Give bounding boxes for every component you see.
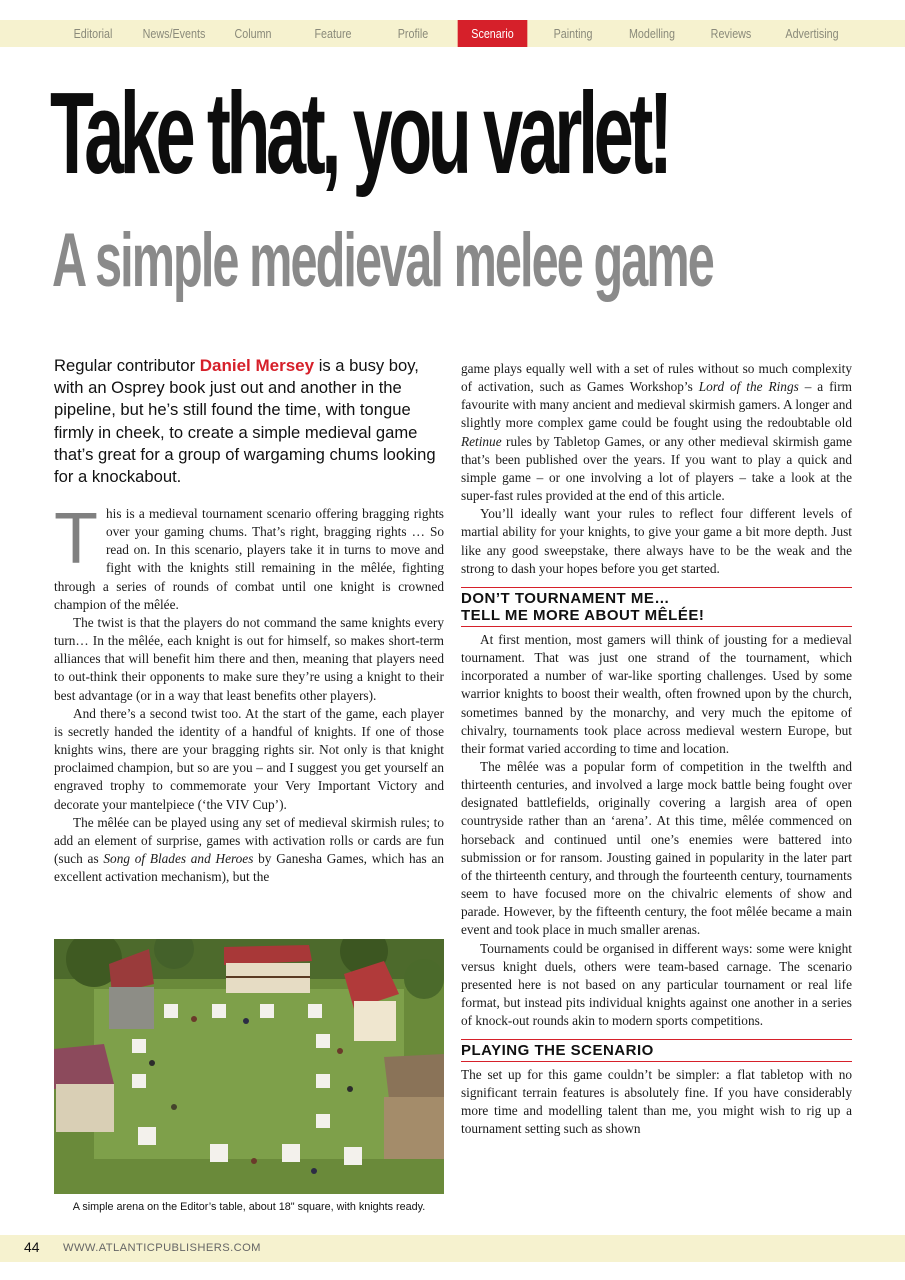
paragraph-text: rules by Tabletop Games, or any other medieval skirmish game that’s been published over the years. If you want to play a quick and simple game – or one involving a lot of players – take a look at the super-fast rules provided at the end of this article.: [461, 433, 852, 504]
nav-item-advertising[interactable]: Advertising: [785, 27, 839, 41]
body-paragraph: At first mention, most gamers will think of jousting for a medieval tournament. That was just one strand of the tournament, which incorporated a number of war-like sporting challenges. Used by some warrior knights to boost their wealth, often frowned upon by the church, sometimes banned by the monarchy, and very much the epitome of chivalry, tournaments took place across medieval western Europe, but their format varied according to time and location.: [461, 631, 852, 756]
body-column-right: [461, 360, 852, 1138]
body-paragraph: The set up for this game couldn’t be simpler: a flat tabletop with no significant terrain features is absolutely fine. If you have considerably more time and modelling talent than me, you might wish to rig up a tournament setting such as shown: [461, 1066, 852, 1137]
body-paragraph: Tournaments could be organised in different ways: some were knight versus knight duels, others were team-based carnage. The scenario presented here is not based on any particular tournament or real life format, but instead pits individual knights against one another in a series of knock-out rounds akin to modern sports competitions.: [461, 940, 852, 1029]
body-paragraph: [54, 814, 444, 887]
nav-item-news-events[interactable]: News/Events: [142, 27, 206, 41]
section-heading-melee: [461, 587, 852, 627]
body-paragraph: You’ll ideally want your rules to reflect four different levels of martial ability for your knights, to give your game a bit more depth. Just like any good sweepstake, there always have to be the weak and the strong to dash your hopes before you get started.: [461, 506, 852, 576]
website-link[interactable]: WWW.ATLANTICPUBLISHERS.COM: [63, 1242, 261, 1254]
nav-item-reviews[interactable]: Reviews: [710, 27, 752, 41]
arena-photo: [54, 939, 444, 1194]
paragraph-text: – a firm favourite with many ancient and medieval skirmish gamers. A longer and slightly more complex game could be fought using the redoubtable old: [461, 379, 852, 431]
game-title: Retinue: [461, 433, 502, 449]
body-paragraph: [461, 360, 852, 505]
intro-text-end: is a busy boy, with an Osprey book just out and another in the pipeline, but he’s still found the time, with tongue firmly in cheek, to create a simple medieval game that’s great for a group of wargaming chums looking for a knockabout.: [54, 356, 436, 487]
body-paragraph: And there’s a second twist too. At the start of the game, each player is secretly handed the identity of a handful of knights. If one of those knights wins, there are your bragging rights sir. Not only is that knight proclaimed champion, but so are you – and I suggest you get yourself an engraved trophy to commemorate your Very Important Victory and decorate your mantelpiece (‘the VIV Cup’).: [54, 705, 444, 812]
body-column-left: [54, 499, 445, 886]
paragraph-text: by Ganesha Games, which has an excellent activation mechanism), but the: [54, 850, 445, 885]
intro-text-start: Regular contributor: [54, 356, 200, 375]
page-footer: [0, 1235, 905, 1262]
page-number: 44: [24, 1239, 40, 1255]
paragraph-text: game plays equally well with a set of rules without so much complexity of activation, such as Games Workshop’s: [461, 361, 852, 395]
section-heading-playing: PLAYING THE SCENARIO: [461, 1039, 852, 1062]
intro-paragraph: [54, 355, 446, 488]
article-title: Take that, you varlet!: [50, 68, 669, 198]
nav-item-editorial[interactable]: Editorial: [73, 27, 113, 41]
nav-item-column[interactable]: Column: [234, 27, 272, 41]
body-paragraph: The twist is that the players do not command the same knights every turn… In the mêlée, each knight is out for himself, so makes short-term alliances that will benefit him there and then, meaning that players need to out-think their opponents to make sure they’re using a knight to their best advantage (or in a way that least benefits other players).: [54, 614, 444, 703]
article-subtitle: A simple medieval melee game: [52, 218, 713, 303]
section-nav: [0, 20, 905, 47]
body-paragraph: The mêlée was a popular form of competition in the twelfth and thirteenth centuries, and involved a large mock battle being fought over designated battlefields, originally covering a largish area of open countryside rather than an ‘arena’. At this time, mêlée commenced on horseback and continued until one’s enemies were battered into submission or for ransom. Jousting gained in popularity in the later part of the thirteenth century, and through the fourteenth century, tournaments seem to have focused more on the chivalric elements of show and parade. However, by the fifteenth century, the foot mêlée became a main event and took place in much smaller arenas.: [461, 758, 852, 938]
paragraph-text: his is a medieval tournament scenario offering bragging rights over your gaming chums. That’s right, bragging rights … So read on. In this scenario, players take it in turns to move and fight with the knights still remaining in the mêlée, fighting through a series of rounds of combat until one knight is crowned champion of the mêlée.: [54, 506, 444, 612]
game-title: Song of Blades and Heroes: [103, 850, 254, 866]
nav-item-modelling[interactable]: Modelling: [628, 27, 676, 41]
author-name: Daniel Mersey: [199, 356, 315, 375]
arena-illustration: [54, 939, 444, 1194]
drop-cap: T: [54, 499, 98, 579]
heading-line: TELL ME MORE ABOUT MÊLÉE!: [461, 607, 705, 625]
paragraph-text: The mêlée can be played using any set of medieval skirmish rules; to add an element of surprise, games with activation rolls or cards are fun (such as: [54, 814, 444, 866]
nav-item-feature[interactable]: Feature: [314, 27, 352, 41]
nav-item-profile[interactable]: Profile: [397, 27, 429, 41]
nav-item-painting[interactable]: Painting: [553, 27, 593, 41]
heading-line: DON’T TOURNAMENT ME…: [461, 589, 670, 607]
nav-item-scenario[interactable]: Scenario: [458, 20, 528, 47]
game-title: Lord of the Rings: [698, 379, 799, 395]
photo-caption: A simple arena on the Editor’s table, about 18" square, with knights ready.: [72, 1201, 426, 1213]
body-paragraph: [54, 499, 444, 614]
